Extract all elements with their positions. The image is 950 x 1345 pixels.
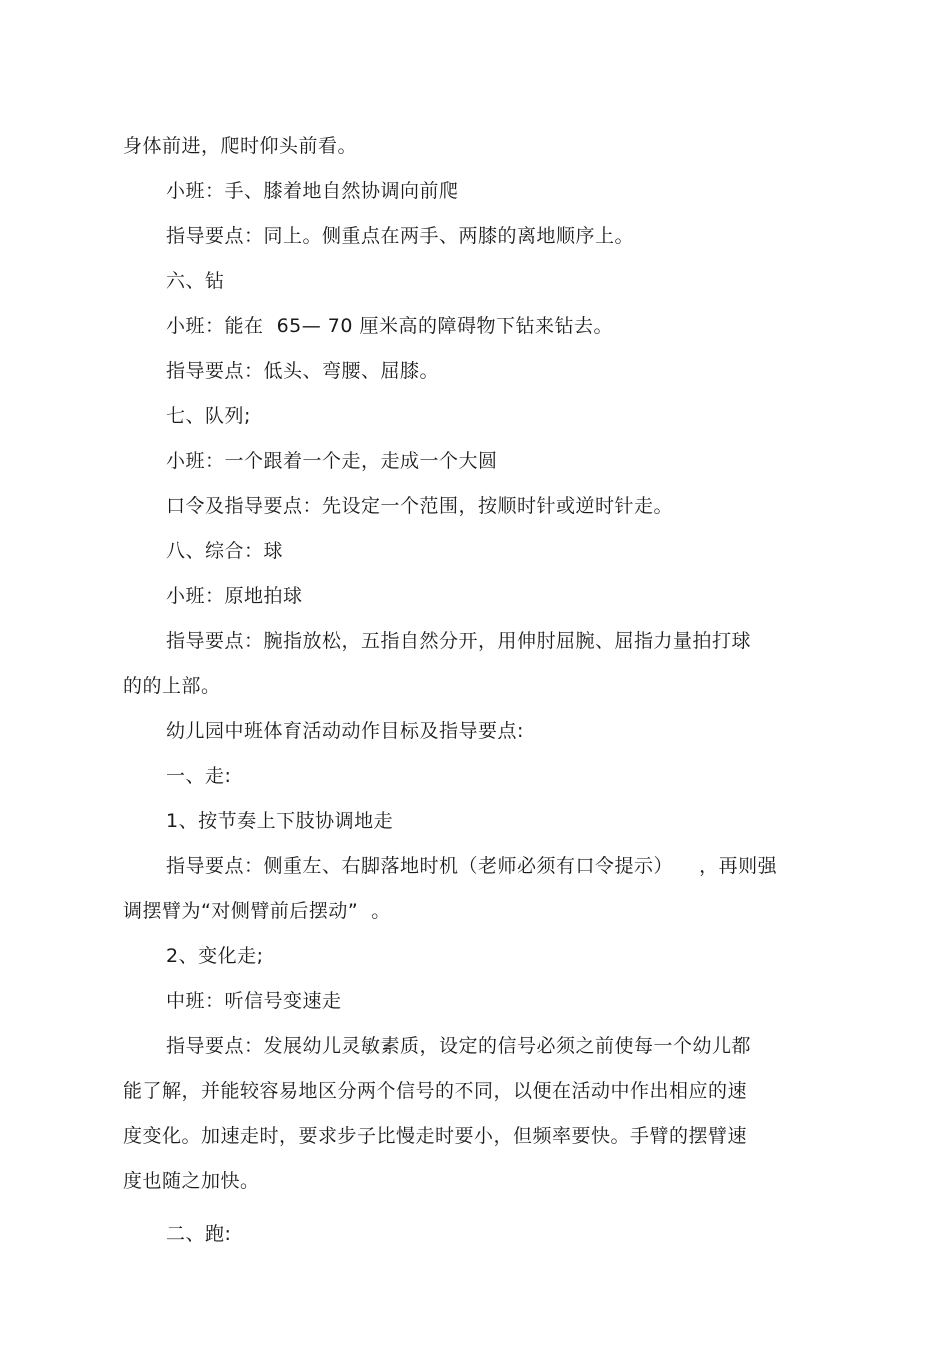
text-line: 指导要点：侧重左、右脚落地时机（老师必须有口令提示） ，再则强 [166, 855, 778, 877]
text-line: 指导要点：发展幼儿灵敏素质，设定的信号必须之前使每一个幼儿都 [166, 1035, 752, 1057]
section-heading: 二、跑: [166, 1223, 232, 1245]
text-line: 小班：手、膝着地自然协调向前爬 [166, 180, 459, 202]
text-line: 调摆臂为“对侧臂前后摆动” 。 [123, 900, 391, 922]
section-heading: 八、综合：球 [166, 540, 284, 562]
text-line: 指导要点：腕指放松，五指自然分开，用伸肘屈腕、屈指力量拍打球 [166, 630, 752, 652]
section-heading: 六、钻 [166, 270, 225, 292]
text-line: 能了解，并能较容易地区分两个信号的不同，以便在活动中作出相应的速 [123, 1080, 748, 1102]
document-body [0, 124, 950, 1257]
section-heading: 七、队列; [166, 405, 251, 427]
text-line: 度也随之加快。 [123, 1170, 260, 1192]
text-line: 1、按节奏上下肢协调地走 [166, 810, 394, 832]
text-line: 度变化。加速走时，要求步子比慢走时要小，但频率要快。手臂的摆臂速 [123, 1125, 748, 1147]
text-line: 2、变化走; [166, 945, 264, 967]
text-line: 身体前进，爬时仰头前看。 [123, 135, 358, 157]
text-line: 小班：原地拍球 [166, 585, 303, 607]
text-line: 的的上部。 [123, 675, 221, 697]
text-line: 指导要点：低头、弯腰、屈膝。 [166, 360, 440, 382]
section-heading: 一、走: [166, 765, 232, 787]
text-line: 中班：听信号变速走 [166, 990, 342, 1012]
text-line: 小班：能在 65— 70 厘米高的障碍物下钻来钻去。 [166, 315, 614, 337]
section-title: 幼儿园中班体育活动动作目标及指导要点: [166, 720, 524, 742]
text-line: 口令及指导要点：先设定一个范围，按顺时针或逆时针走。 [166, 495, 674, 517]
text-line: 指导要点：同上。侧重点在两手、两膝的离地顺序上。 [166, 225, 635, 247]
text-line: 小班：一个跟着一个走，走成一个大圆 [166, 450, 498, 472]
